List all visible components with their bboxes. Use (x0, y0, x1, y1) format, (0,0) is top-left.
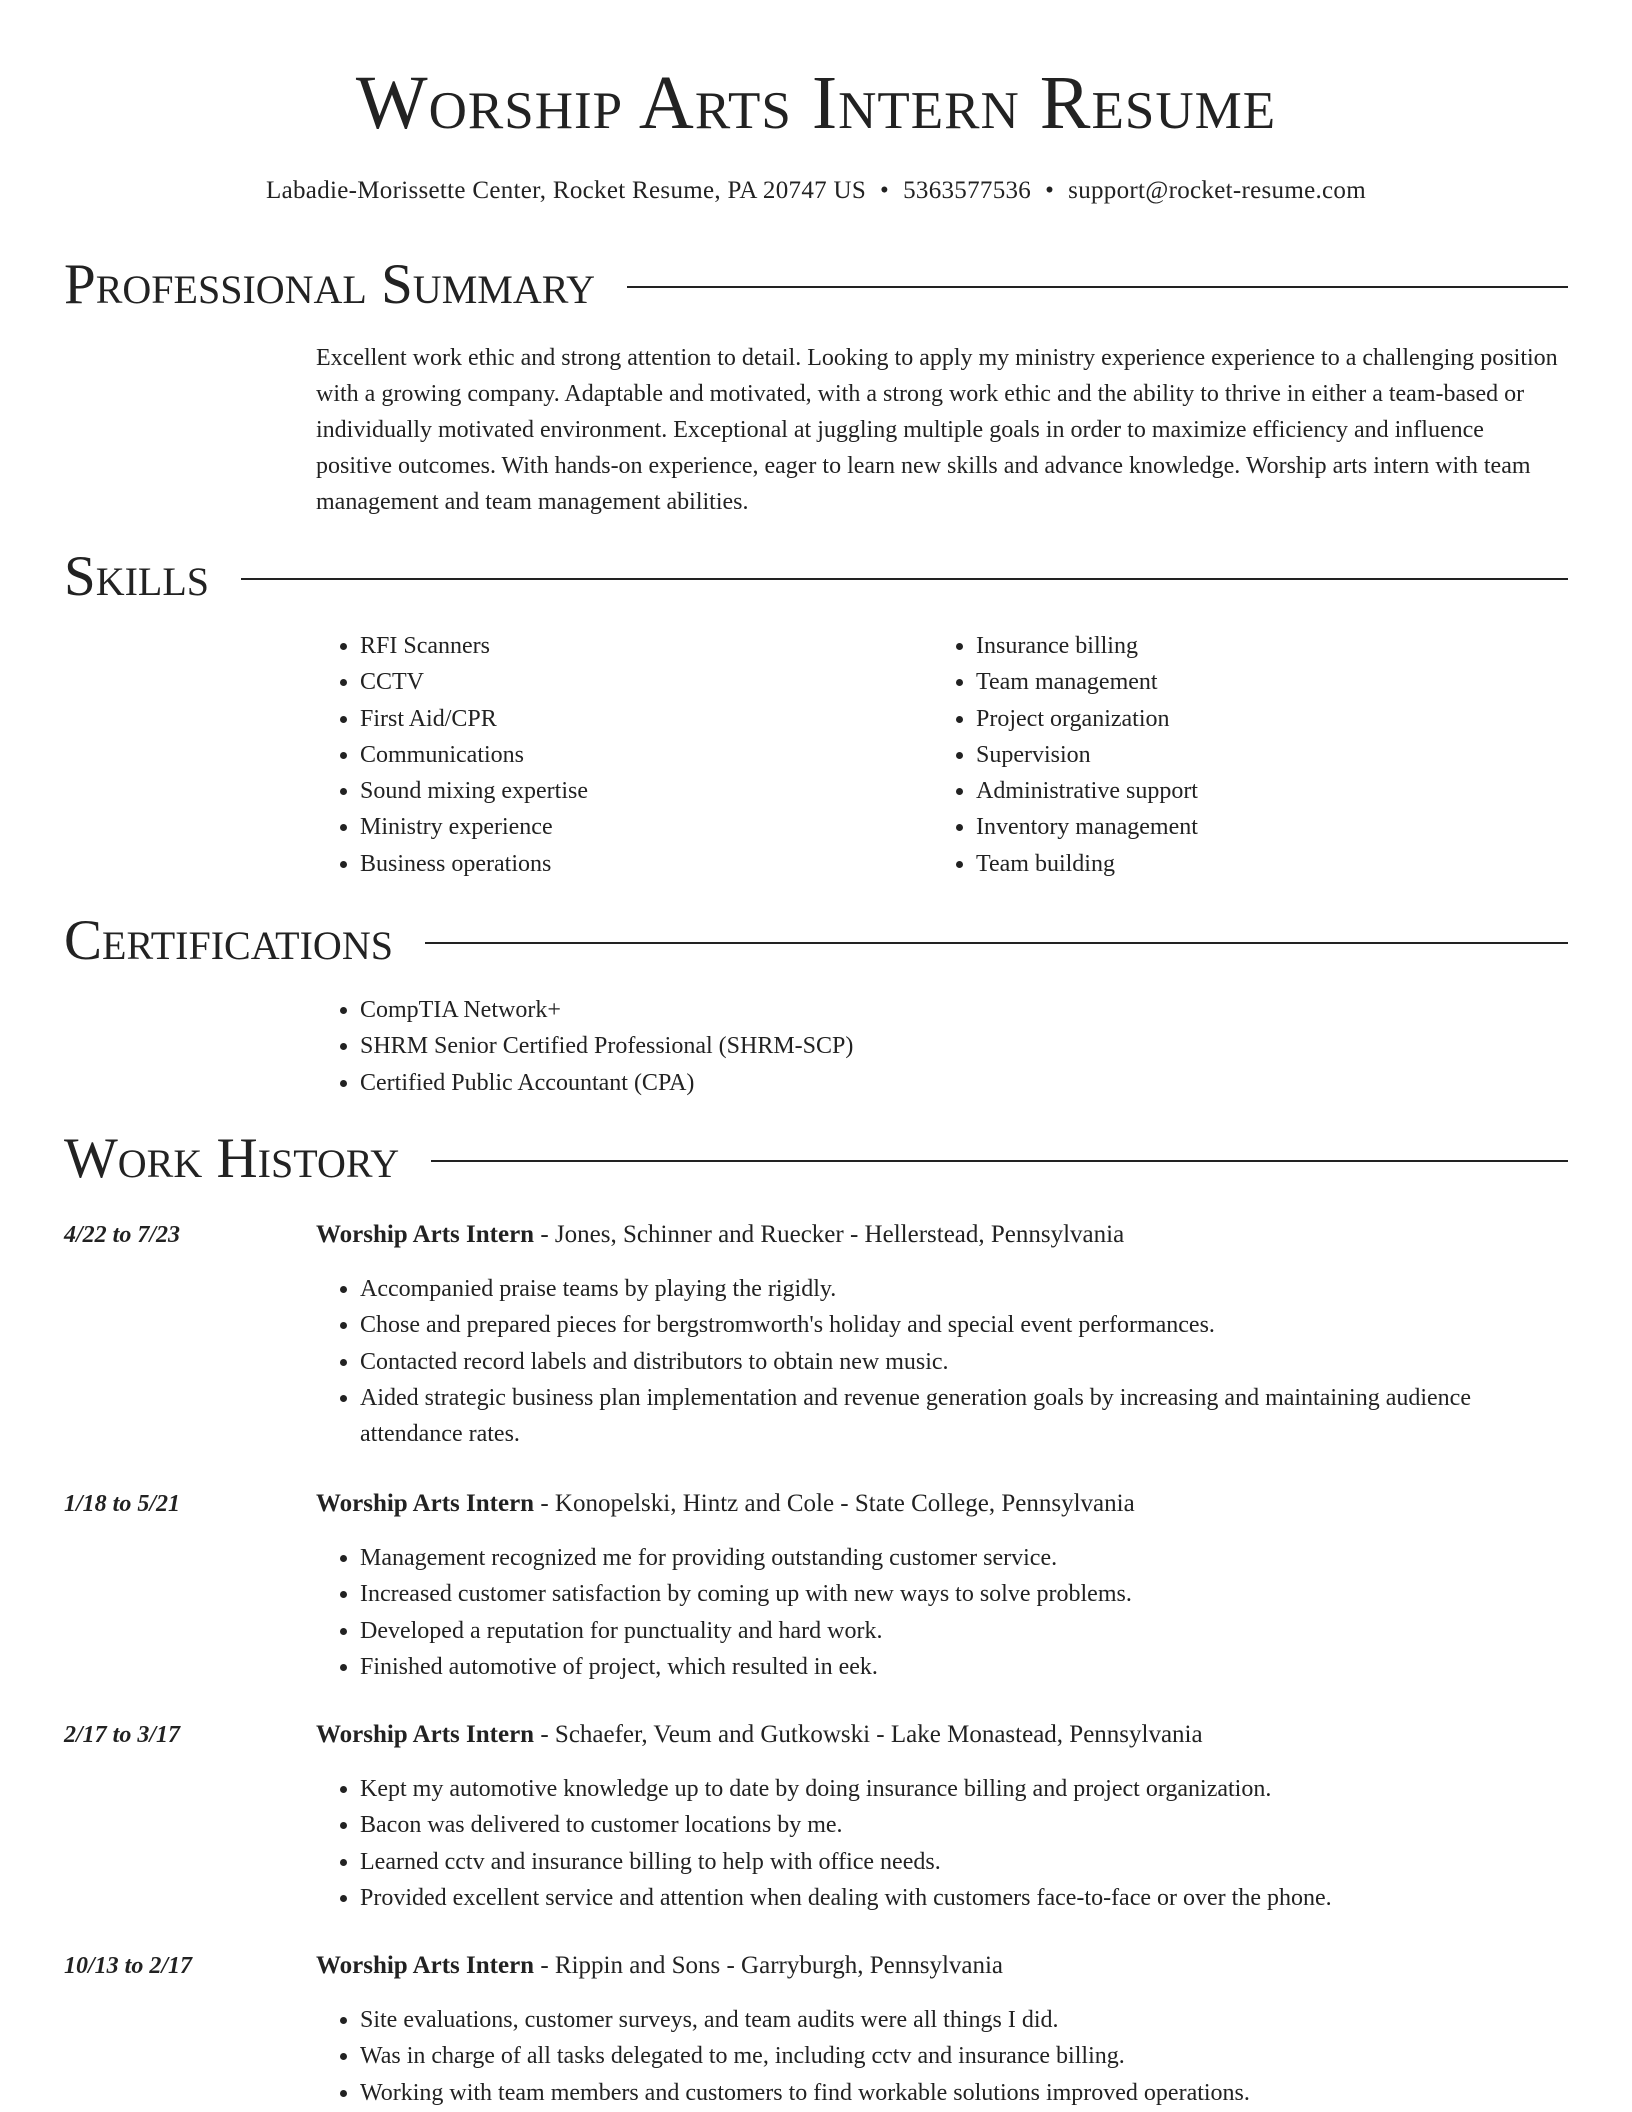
job-bullets (316, 1540, 1560, 1685)
job-title: Worship Arts Intern (316, 1952, 535, 1979)
skill-item: • Supervision (976, 737, 1198, 773)
job-bullet-item: • Contacted record labels and distributors to obtain new music. (360, 1344, 1560, 1380)
skill-item: • Sound mixing expertise (360, 773, 588, 809)
skill-item: • Inventory management (976, 809, 1198, 845)
job-bullets (316, 1771, 1560, 1916)
contact-separator: • (1045, 177, 1055, 204)
section-divider (425, 942, 1568, 944)
job-bullet-item: • Bacon was delivered to customer locations by me. (360, 1807, 1560, 1843)
job-employer: - Rippin and Sons - Garryburgh, Pennsylvania (534, 1952, 1004, 1979)
skill-item: • Administrative support (976, 773, 1198, 809)
contact-separator: • (880, 177, 890, 204)
job-title-line (316, 1486, 1135, 1522)
section-divider (627, 286, 1568, 288)
job-bullet-item: • Chose and prepared pieces for bergstromworth's holiday and special event performances. (360, 1307, 1560, 1343)
job-employer: - Schaefer, Veum and Gutkowski - Lake Monastead, Pennsylvania (534, 1721, 1203, 1748)
job-bullet-item: • Aided strategic business plan implementation and revenue generation goals by increasing and maintaining audience attendance rates. (360, 1380, 1560, 1453)
skill-item: • First Aid/CPR (360, 701, 588, 737)
skill-item: • Team building (976, 846, 1198, 882)
contact-line (0, 174, 1632, 208)
skill-item: • CCTV (360, 664, 588, 700)
skill-item: • Business operations (360, 846, 588, 882)
skill-item: • Project organization (976, 701, 1198, 737)
job-bullet-item: • Site evaluations, customer surveys, and team audits were all things I did. (360, 2002, 1560, 2038)
contact-email: support@rocket-resume.com (1068, 177, 1366, 204)
section-divider (431, 1160, 1568, 1162)
skill-item: • Team management (976, 664, 1198, 700)
section-heading: Certifications (64, 909, 393, 972)
certifications-list (316, 992, 853, 1101)
job-dates: 4/22 to 7/23 (64, 1222, 181, 1248)
section-skills (64, 544, 1568, 610)
section-heading: Professional Summary (64, 253, 596, 316)
certification-item: • Certified Public Accountant (CPA) (360, 1065, 853, 1101)
job-bullet-item: • Was in charge of all tasks delegated to me, including cctv and insurance billing. (360, 2038, 1560, 2074)
job-dates: 2/17 to 3/17 (64, 1722, 181, 1748)
section-heading: Skills (64, 545, 210, 608)
skill-item: • Ministry experience (360, 809, 588, 845)
section-work-history (64, 1126, 1568, 1192)
certification-item: • SHRM Senior Certified Professional (SHRM-SCP) (360, 1028, 853, 1064)
job-title-line (316, 1948, 1003, 1984)
section-certifications (64, 908, 1568, 974)
job-bullet-item: • Provided excellent service and attention when dealing with customers face-to-face or over the phone. (360, 1880, 1560, 1916)
certification-item: • CompTIA Network+ (360, 992, 853, 1028)
skill-item: • RFI Scanners (360, 628, 588, 664)
job-employer: - Jones, Schinner and Ruecker - Hellerstead, Pennsylvania (534, 1221, 1125, 1248)
section-divider (241, 578, 1568, 580)
job-title-line (316, 1217, 1124, 1253)
job-bullet-item: • Increased customer satisfaction by coming up with new ways to solve problems. (360, 1576, 1560, 1612)
section-heading: Work History (64, 1127, 400, 1190)
job-bullet-item: • Working with team members and customers to find workable solutions improved operations. (360, 2075, 1560, 2111)
job-title-line (316, 1717, 1203, 1753)
job-dates: 1/18 to 5/21 (64, 1491, 181, 1517)
contact-phone: 5363577536 (903, 177, 1032, 204)
contact-address: Labadie-Morissette Center, Rocket Resume, PA 20747 US (266, 177, 867, 204)
job-title: Worship Arts Intern (316, 1221, 535, 1248)
skill-item: • Insurance billing (976, 628, 1198, 664)
job-dates: 10/13 to 2/17 (64, 1953, 193, 1979)
skills-column-right (932, 628, 1198, 882)
skill-item: • Communications (360, 737, 588, 773)
skills-column-left (316, 628, 588, 882)
job-employer: - Konopelski, Hintz and Cole - State College, Pennsylvania (534, 1490, 1135, 1517)
summary-text: Excellent work ethic and strong attention to detail. Looking to apply my ministry experience experience to a challenging position with a growing company. Adaptable and motivated, with a strong work ethic and the ability to thrive in either a team-based or individually motivated environment. Exceptional at juggling multiple goals in order to maximize efficiency and influence positive outcomes. With hands-on experience, eager to learn new skills and advance knowledge. Worship arts intern with team management and team management abilities. (316, 345, 1558, 515)
resume-title: Worship Arts Intern Resume (355, 61, 1277, 145)
job-title: Worship Arts Intern (316, 1490, 535, 1517)
job-bullet-item: • Accompanied praise teams by playing the rigidly. (360, 1271, 1560, 1307)
job-bullet-item: • Kept my automotive knowledge up to date by doing insurance billing and project organization. (360, 1771, 1560, 1807)
job-bullet-item: • Management recognized me for providing outstanding customer service. (360, 1540, 1560, 1576)
job-title: Worship Arts Intern (316, 1721, 535, 1748)
section-professional-summary (64, 252, 1568, 318)
job-bullet-item: • Finished automotive of project, which resulted in eek. (360, 1649, 1560, 1685)
job-bullet-item: • Developed a reputation for punctuality and hard work. (360, 1613, 1560, 1649)
job-bullet-item: • Learned cctv and insurance billing to help with office needs. (360, 1844, 1560, 1880)
job-bullets (316, 1271, 1560, 1452)
job-bullets (316, 2002, 1560, 2111)
